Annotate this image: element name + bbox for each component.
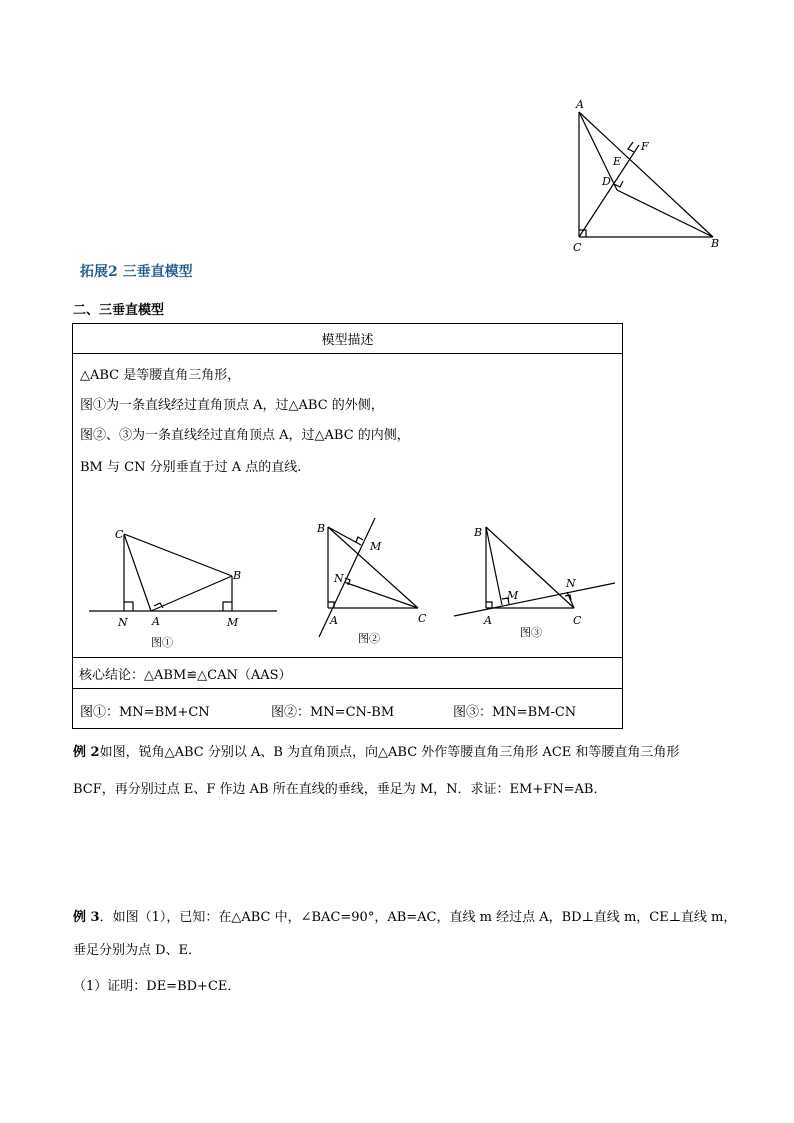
fig1-label-c: C	[115, 528, 124, 541]
core-conclusion: 核心结论：△ABM≌△CAN（AAS）	[73, 658, 623, 689]
results-cell	[73, 689, 623, 729]
fig1-label-b: B	[233, 569, 242, 582]
segment-cf	[579, 145, 639, 237]
fig2-label-a: A	[330, 614, 338, 627]
result-fig1: 图①：MN=BM+CN	[80, 705, 210, 720]
label-f: F	[641, 140, 649, 153]
example3-text1: ．如图（1），已知：在△ABC 中，∠BAC=90°，AB=AC，直线 m 经过点 A，BD⊥直线 m，CE⊥直线 m，	[99, 910, 737, 925]
model-table-header: 模型描述	[73, 324, 623, 354]
example3-label: 例 3	[73, 910, 100, 925]
segment-ab	[579, 112, 713, 237]
fig2-caption: 图②	[358, 632, 380, 645]
fig3-caption: 图③	[520, 626, 542, 639]
description-line-1: △ABC 是等腰直角三角形，	[80, 368, 241, 383]
right-angle-f	[628, 142, 634, 152]
segment-db	[617, 190, 713, 237]
result-fig3: 图③：MN=BM-CN	[453, 705, 577, 720]
description-line-4: BM 与 CN 分别垂直于过 A 点的直线.	[80, 460, 302, 475]
fig1-label-n: N	[118, 616, 128, 629]
figure-1	[83, 514, 283, 654]
fig1-ca	[124, 534, 151, 611]
fig1-label-a: A	[152, 615, 160, 628]
fig1-cb	[124, 534, 232, 576]
fig3-label-c: C	[573, 614, 582, 627]
model-description-cell	[73, 354, 623, 658]
description-line-3: 图②、③为一条直线经过直角顶点 A，过△ABC 的内侧，	[80, 428, 410, 443]
fig2-label-b: B	[317, 522, 326, 535]
example3-line2: 垂足分别为点 D、E．	[73, 943, 202, 958]
fig2-nc	[344, 582, 418, 608]
label-e: E	[613, 155, 622, 168]
figure-3	[448, 514, 623, 654]
subsection-title: 二、三垂直模型	[73, 303, 165, 318]
example2-line2: BCF，再分别过点 E、F 作边 AB 所在直线的垂线，垂足为 M，N．求证：EM+FN=AB．	[73, 782, 607, 797]
fig3-label-b: B	[474, 526, 483, 539]
label-a: A	[576, 98, 584, 111]
label-b: B	[711, 237, 720, 250]
fig2-right-angle-m	[356, 537, 363, 542]
model-table	[72, 323, 623, 729]
fig3-bm	[486, 527, 502, 605]
figure-2	[308, 514, 438, 654]
example2-line1	[73, 741, 679, 760]
label-c: C	[573, 241, 582, 254]
section-title: 拓展2 三垂直模型	[80, 264, 193, 280]
fig3-label-m: M	[507, 589, 519, 602]
example3-part1: （1）证明：DE=BD+CE．	[73, 979, 241, 994]
fig1-right-angle-m	[223, 602, 232, 611]
fig3-bc	[486, 527, 574, 608]
label-d: D	[602, 175, 611, 188]
example2-text1: 如图，锐角△ABC 分别以 A、B 为直角顶点，向△ABC 外作等腰直角三角形 ACE 和等腰直角三角形	[99, 745, 680, 760]
fig3-line	[454, 583, 615, 616]
fig3-right-angle-a	[486, 602, 492, 608]
fig1-right-angle-n	[124, 602, 133, 611]
description-line-2: 图①为一条直线经过直角顶点 A，过△ABC 的外侧，	[80, 398, 384, 413]
fig2-label-m: M	[370, 540, 382, 553]
fig1-caption: 图①	[151, 636, 173, 649]
fig1-label-m: M	[227, 616, 239, 629]
fig2-label-c: C	[418, 612, 427, 625]
segment-ad	[579, 112, 617, 190]
result-fig2: 图②：MN=CN-BM	[271, 705, 395, 720]
top-geometry-figure	[566, 95, 726, 260]
fig1-ab	[151, 576, 232, 611]
example3-line1	[73, 906, 736, 925]
fig3-label-n: N	[566, 577, 576, 590]
example2-label: 例 2	[73, 745, 100, 760]
fig2-label-n: N	[334, 572, 344, 585]
fig3-label-a: A	[484, 614, 492, 627]
